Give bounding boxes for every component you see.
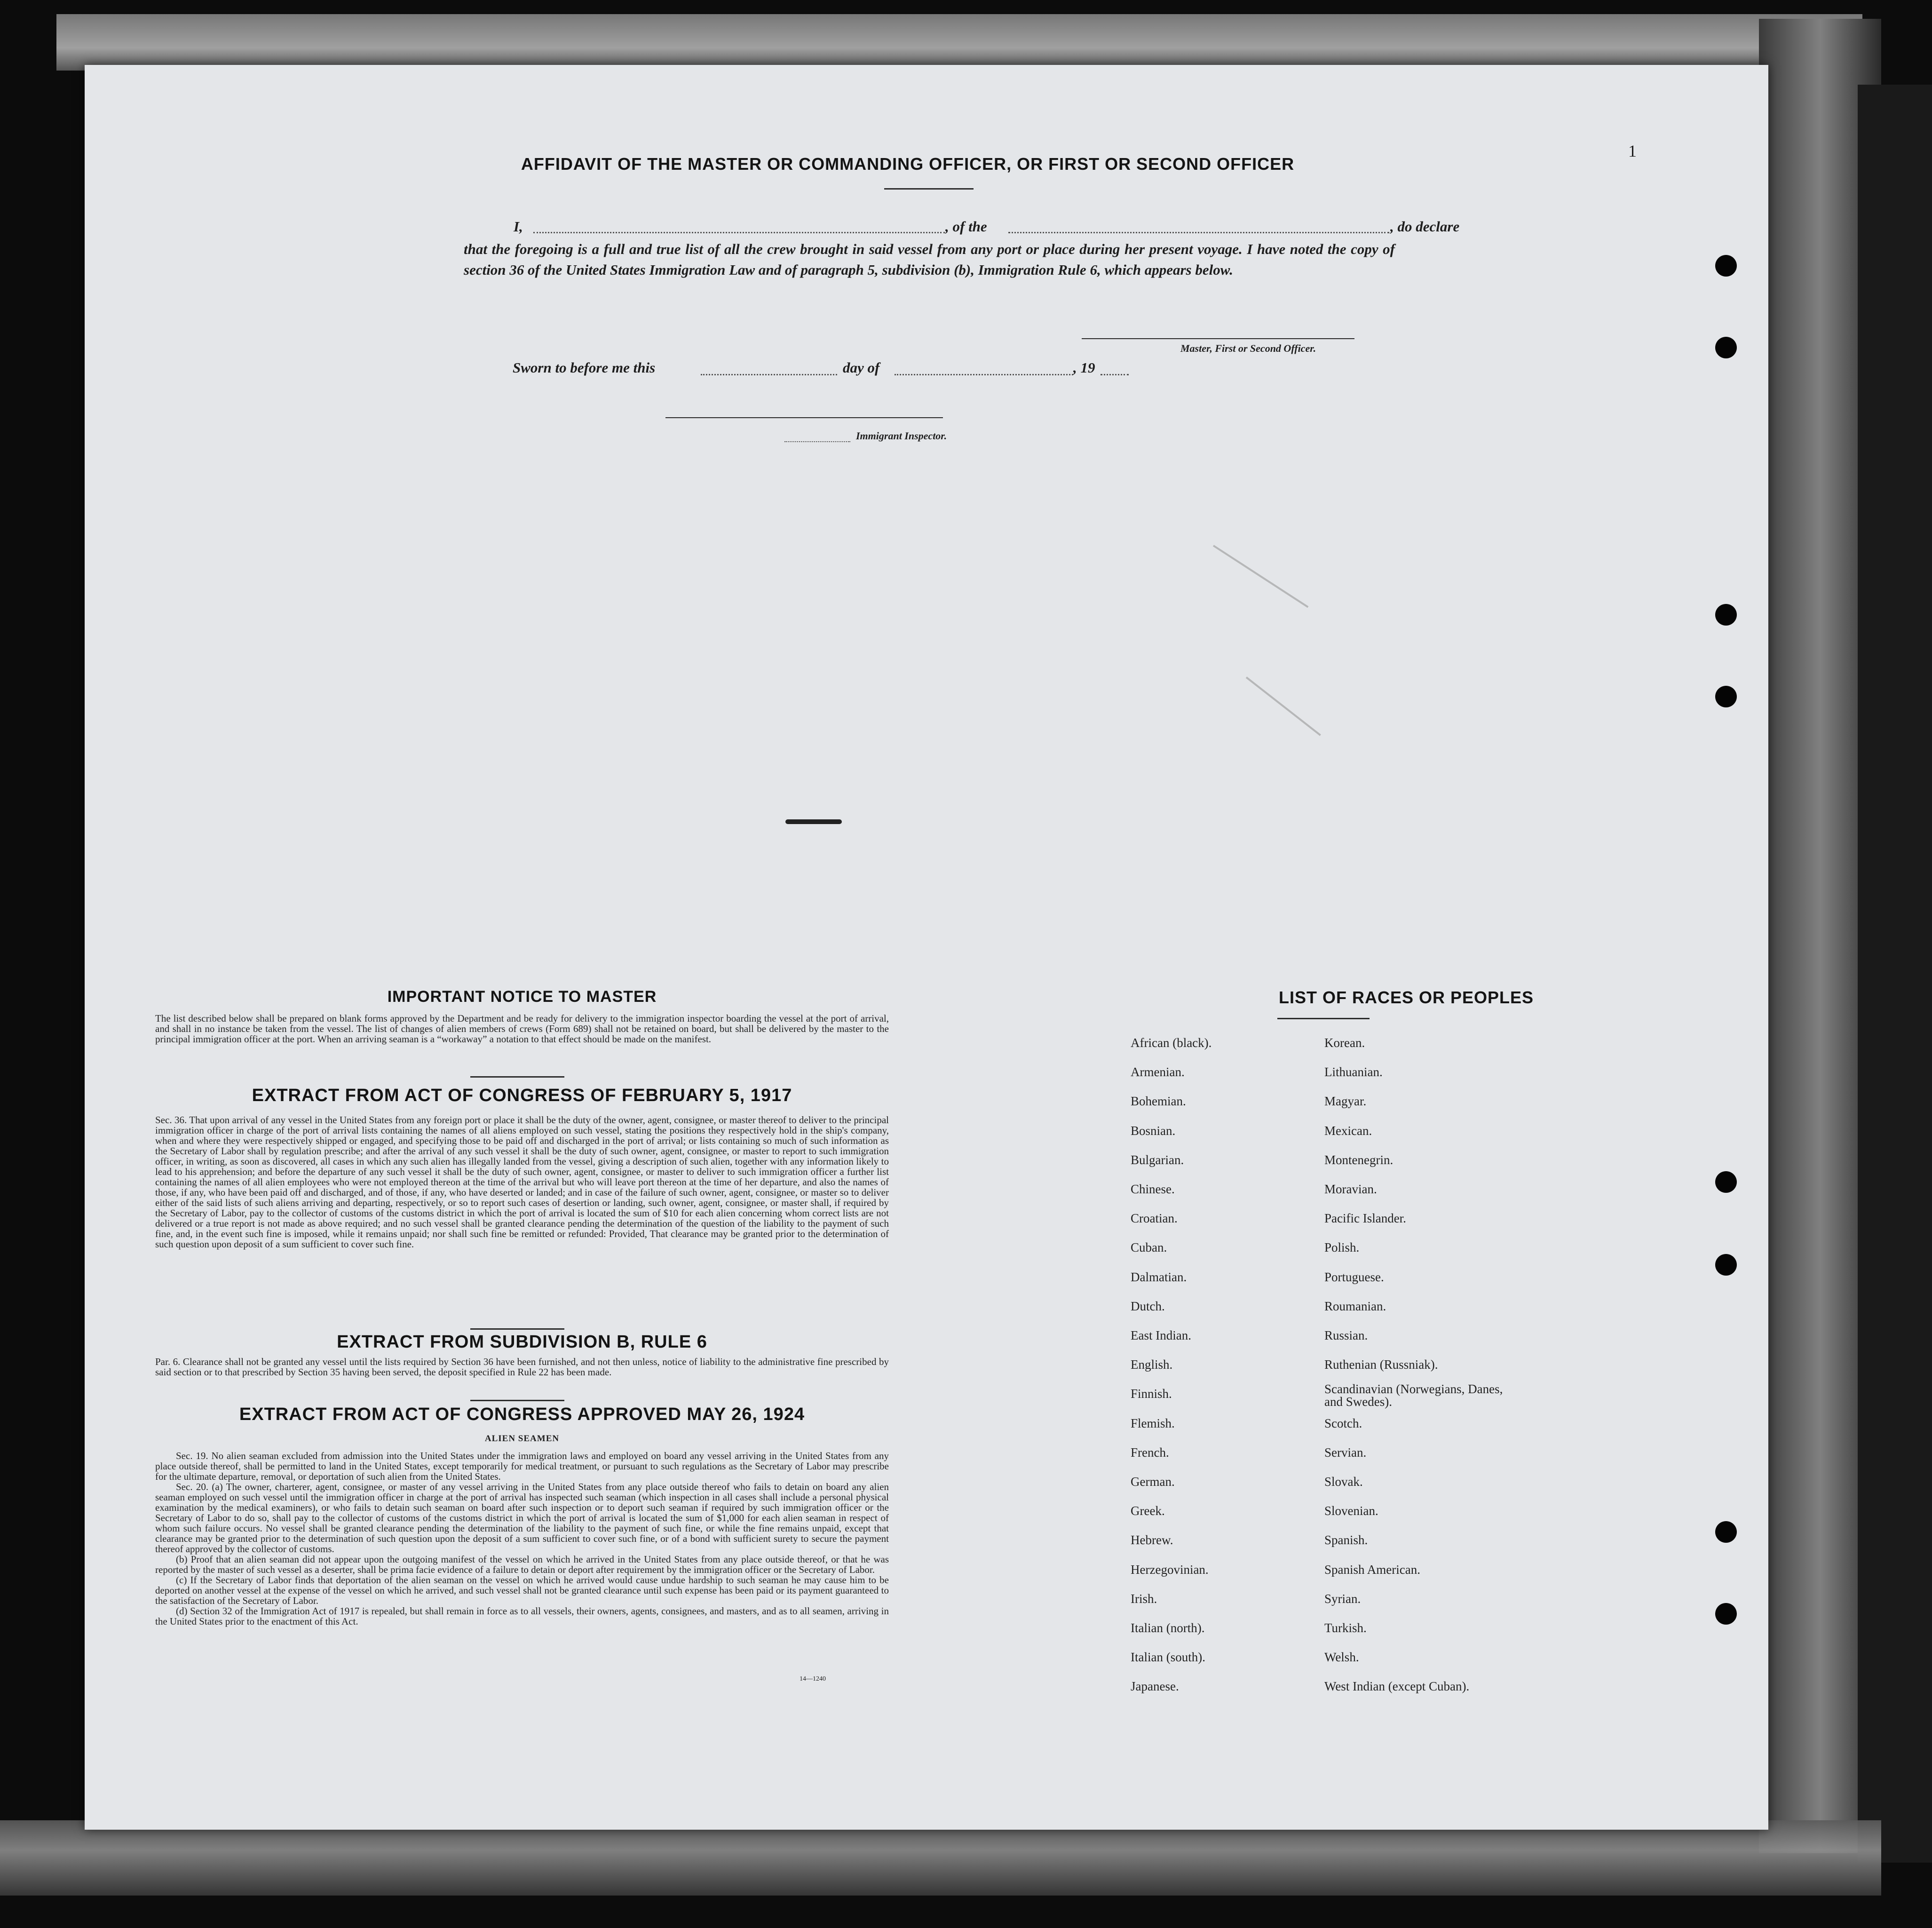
race-item: Turkish. [1324, 1621, 1367, 1635]
extract-1917-rule [470, 1328, 564, 1330]
race-item: Polish. [1324, 1240, 1360, 1255]
race-item: Spanish American. [1324, 1562, 1420, 1577]
race-item: Japanese. [1131, 1679, 1179, 1694]
affidavit-body: that the foregoing is a full and true list of all the crew brought in said vessel from any port or place during her present voyage. I have noted the copy of section 36 of the United States Immigration Law and of paragraph 5, subdivision (b), Immigration Rule 6, which appears below. [464, 241, 1395, 278]
race-item: Moravian. [1324, 1182, 1377, 1196]
scan-edge-top [56, 14, 1862, 71]
race-item: Magyar. [1324, 1094, 1367, 1109]
race-item: German. [1131, 1475, 1175, 1489]
race-item: Bosnian. [1131, 1123, 1176, 1138]
scan-mark [1246, 676, 1321, 736]
race-item: Herzegovinian. [1131, 1562, 1209, 1577]
race-item: Cuban. [1131, 1240, 1167, 1255]
punch-hole [1715, 604, 1737, 626]
affidavit-i-label: I, [514, 218, 523, 235]
race-item: Chinese. [1131, 1182, 1175, 1196]
race-item: Slovenian. [1324, 1504, 1378, 1518]
inspector-label: Immigrant Inspector. [856, 430, 947, 442]
document-page [85, 65, 1768, 1830]
punch-hole [1715, 1171, 1737, 1193]
race-item: English. [1131, 1357, 1173, 1372]
extract-1924-paragraph: (b) Proof that an alien seaman did not appear upon the outgoing manifest of the vessel on which he arrived in the United States from any place outside thereof, or that he was reported by the master of such vessel as a deserter, shall be prima facie evidence of a failure to detain or deport after requirement by the immigration officer or the Secretary of Labor. [155, 1554, 889, 1575]
race-item: Irish. [1131, 1591, 1157, 1606]
page-number: 1 [1628, 142, 1637, 160]
punch-hole [1715, 255, 1737, 277]
punch-hole [1715, 1603, 1737, 1625]
day-of-label: day of [843, 359, 880, 376]
race-item: Bohemian. [1131, 1094, 1186, 1109]
race-item: Syrian. [1324, 1591, 1361, 1606]
master-signature-label: Master, First or Second Officer. [1180, 342, 1316, 354]
race-item: West Indian (except Cuban). [1324, 1679, 1470, 1694]
race-item: Korean. [1324, 1036, 1365, 1050]
race-item: Scandinavian (Norwegians, Danes, and Swedes). [1324, 1382, 1503, 1409]
race-item: Montenegrin. [1324, 1152, 1394, 1167]
race-item: French. [1131, 1445, 1169, 1460]
races-title-rule [1277, 1018, 1370, 1019]
affidavit-title: AFFIDAVIT OF THE MASTER OR COMMANDING OFFICER, OR FIRST OR SECOND OFFICER [521, 154, 1295, 174]
extract-1917-text: Sec. 36. That upon arrival of any vessel in the United States from any foreign port or place it shall be the duty of the owner, agent, consignee, or master thereof to deliver to the principal immigration officer in charge of the port of arrival lists containing the names of all aliens employed on such vessel, stating the positions they respectively hold in the ship's company, when and where they were respectively shipped or engaged, and specifying those to be paid off and discharged in the port of arrival; or lists containing so much of such information as the Secretary of Labor shall by regulation prescribe; and after the arrival of any such vessel it shall be the duty of such owner, agent, consignee, or master to report to such immigration officer, in writing, as soon as discovered, all cases in which any such alien has illegally landed from the vessel, giving a description of such alien, together with any information likely to lead to his apprehension; and before the departure of any such vessel it shall be the duty of such owner, agent, consignee, or master to deliver to such immigration officer a further list containing the names of all alien employees who were not employed thereon at the time of the arrival but who will leave port thereon at the time of her departure, and also the names of those, if any, who have been paid off and discharged, and of those, if any, who have deserted or landed; and in case of the failure of such owner, agent, consignee, or master so to deliver either of the said lists of such aliens arriving and departing, respectively, or so to report such cases of desertion or landing, such owner, agent, consignee, or master shall, if required by the Secretary of Labor, pay to the collector of customs of the customs district in which the port of arrival is located the sum of $10 for each alien concerning whom correct lists are not delivered or a true report is not made as above required; and no such vessel shall be granted clearance pending the determination of the question of the liability to the payment of such fine, and, in the event such fine is imposed, while it remains unpaid; nor shall such fine be remitted or refunded: Provided, That clearance may be granted prior to the determination of such question upon deposit of a sum sufficient to cover such fine. [155, 1114, 889, 1250]
extract-1924-paragraph: (c) If the Secretary of Labor finds that deportation of the alien seaman on the vessel on which he arrived would cause undue hardship to such seaman he may cause him to be deported on another vessel at the expense of the vessel on which he arrived, and such vessel shall not be granted clearance until such expense has been paid or its payment guaranteed to the satisfaction of the Secretary of Labor. [155, 1574, 889, 1606]
form-number: 14—1240 [800, 1675, 826, 1682]
extract-1924-title: EXTRACT FROM ACT OF CONGRESS APPROVED MAY 26, 1924 [239, 1404, 805, 1424]
sworn-label: Sworn to before me this [513, 359, 656, 376]
title-rule [884, 188, 974, 190]
race-item: Armenian. [1131, 1065, 1185, 1079]
race-item: Hebrew. [1131, 1533, 1173, 1547]
notice-text: The list described below shall be prepared on blank forms approved by the Department and be ready for delivery to the immigration inspector boarding the vessel at the port of arrival, and shall in no instance be taken from the vessel. The list of changes of alien members of crews (Form 689) shall not be retained on board, but shall be delivered by the master to the principal immigration officer at the port. When an arriving seaman is a “workaway” a notation to that effect should be made on the manifest. [155, 1013, 889, 1045]
race-item: Spanish. [1324, 1533, 1368, 1547]
race-item: Welsh. [1324, 1650, 1359, 1665]
race-item: Italian (north). [1131, 1621, 1205, 1635]
race-item: Dalmatian. [1131, 1269, 1187, 1284]
vessel-blank [1008, 232, 1389, 233]
alien-seamen-subtitle: ALIEN SEAMEN [484, 1434, 560, 1444]
race-item: Slovak. [1324, 1475, 1363, 1489]
race-item: Mexican. [1324, 1123, 1372, 1138]
inspector-dots [784, 441, 850, 442]
ink-smudge [785, 819, 842, 824]
punch-hole [1715, 686, 1737, 707]
punch-hole [1715, 1254, 1737, 1276]
race-item: Roumanian. [1324, 1299, 1386, 1313]
race-item: Portuguese. [1324, 1269, 1384, 1284]
scan-edge-bottom [0, 1820, 1881, 1896]
race-item: Bulgarian. [1131, 1152, 1184, 1167]
race-item: Ruthenian (Russniak). [1324, 1357, 1438, 1372]
year-blank [1101, 374, 1129, 375]
race-item: East Indian. [1131, 1328, 1191, 1342]
master-signature-line [1082, 338, 1354, 339]
scan-binder-edge [1858, 85, 1932, 1863]
month-blank [895, 374, 1073, 375]
extract-rule6-title: EXTRACT FROM SUBDIVISION B, RULE 6 [337, 1332, 707, 1352]
race-item: Finnish. [1131, 1387, 1172, 1401]
extract-1924-body [155, 1451, 889, 1627]
punch-hole [1715, 337, 1737, 358]
day-blank [701, 374, 837, 375]
extract-rule6-rule [470, 1400, 564, 1401]
races-title: LIST OF RACES OR PEOPLES [1278, 988, 1534, 1007]
inspector-signature-line [665, 417, 943, 418]
race-item: Greek. [1131, 1504, 1165, 1518]
race-item: Russian. [1324, 1328, 1368, 1342]
extract-rule6-text: Par. 6. Clearance shall not be granted any vessel until the lists required by Section 36 have been furnished, and not then unless, notice of liability to the administrative fine prescribed by said section or to that prescribed by Section 35 having been served, the deposit specified in Rule 22 has been made. [155, 1356, 889, 1378]
notice-rule [470, 1076, 564, 1078]
extract-1917-title: EXTRACT FROM ACT OF CONGRESS OF FEBRUARY 5, 1917 [252, 1086, 792, 1105]
punch-hole [1715, 1521, 1737, 1543]
year-prefix: , 19 [1073, 359, 1095, 376]
race-item: Lithuanian. [1324, 1065, 1383, 1079]
extract-1924-paragraph: (d) Section 32 of the Immigration Act of 1917 is repealed, but shall remain in force as to all vessels, their owners, agents, consignees, and masters, and as to all seamen, arriving in the United States prior to the enactment of this Act. [155, 1605, 889, 1627]
race-item: Italian (south). [1131, 1650, 1205, 1665]
race-item: Croatian. [1131, 1211, 1178, 1226]
race-item: Scotch. [1324, 1416, 1362, 1430]
affidavit-declare-label: , do declare [1390, 218, 1460, 235]
scan-mark [1213, 545, 1308, 608]
affidavit-of-the-label: , of the [945, 218, 987, 235]
name-blank [533, 232, 945, 233]
race-item: Servian. [1324, 1445, 1367, 1460]
race-item: Flemish. [1131, 1416, 1175, 1430]
race-item: African (black). [1131, 1036, 1212, 1050]
notice-title: IMPORTANT NOTICE TO MASTER [387, 988, 657, 1006]
race-item: Dutch. [1131, 1299, 1165, 1313]
extract-1924-paragraph: Sec. 20. (a) The owner, charterer, agent, consignee, or master of any vessel arriving in the United States from any place outside thereof who fails to detain on board any alien seaman employed on such vessel until the immigration officer in charge at the port of arrival has inspected such seaman (which inspection in all cases shall include a personal physical examination by the medical examiners), or who fails to detain such seaman on board after such inspection or to deport such seaman if required by such immigration officer or the Secretary of Labor to do so, shall pay to the collector of customs of the customs district in which the port of arrival is located the sum of $1,000 for each alien seaman in respect of whom such failure occurs. No vessel shall be granted clearance pending the determination of the liability to the payment of such fine, or while the fine remains unpaid, except that clearance may be granted prior to the determination of such question upon the deposit of a sum sufficient to cover such fine, or of a bond with sufficient surety to secure the payment thereof approved by the collector of customs. [155, 1481, 889, 1555]
extract-1924-paragraph: Sec. 19. No alien seaman excluded from admission into the United States under the immigration laws and employed on board any vessel arriving in the United States from any place outside thereof, shall be permitted to land in the United States, except temporarily for medical treatment, or pursuant to such regulations as the Secretary of Labor may prescribe for the ultimate departure, removal, or deportation of such alien from the United States. [155, 1450, 889, 1482]
race-item: Pacific Islander. [1324, 1211, 1406, 1226]
